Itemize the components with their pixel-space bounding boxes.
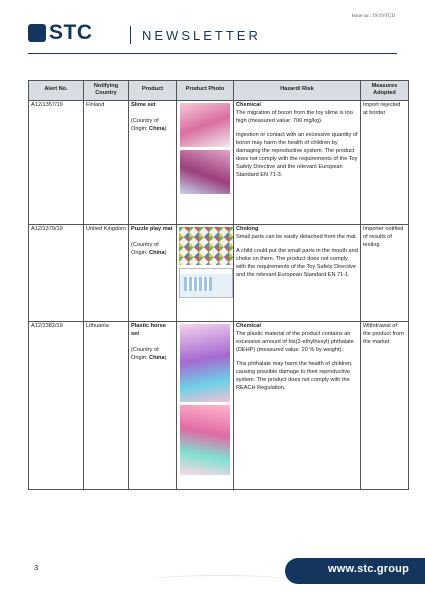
hazard-description: The plastic material of the product contains an excessive amount of bis(2-ethylhexyl) phthalate (DEHP) (measured value: 20 % by weight). [236,331,354,354]
product-photo [180,103,230,147]
product-name: Puzzle play mat [131,226,173,233]
product-name: Slime set [131,102,156,109]
product-photo [180,150,230,194]
product-photo [180,405,230,475]
product-photo [180,324,230,402]
footer-url-link[interactable]: www.stc.group [327,563,409,575]
col-header-notifying-country: Notifying Country [84,81,129,101]
product-name: Plastic horse set [131,323,166,338]
measures-adopted: Importer notified of results of testing [361,224,409,321]
hazard-cell [234,224,361,321]
hazard-cell [234,321,361,489]
product-photo [179,268,233,298]
notifying-country: United Kingdom [84,224,129,321]
hazard-consequence: Ingestion or contact with an excessive quantity of boron may harm the health of children by damaging the reproductive system. The product does not comply with the requirements of the Toy Safety Directive and the relevant European Standard EN 71-3. [236,132,358,178]
product-cell [129,224,177,321]
alerts-table [28,80,409,490]
col-header-alert-no: Alert No. [29,81,84,101]
table-row [29,100,409,224]
notifying-country: Lithuania [84,321,129,489]
page-number: 3 [34,563,39,572]
stc-logo-text: STC [49,21,93,44]
product-photo-cell [177,100,234,224]
table-header-row [29,81,409,101]
stc-logo [28,21,93,44]
header-rule [28,53,397,54]
origin-close: ) [164,355,167,362]
measures-adopted: Import rejected at border [361,100,409,224]
origin-label: (Country of Origin: [131,118,159,133]
notifying-country: Finland [84,100,129,224]
col-header-product: Product [129,81,177,101]
table-row [29,321,409,489]
measures-adopted: Withdrawal of the product from the market [361,321,409,489]
footer-decoration [150,575,290,585]
hazard-description: The migration of boron from the toy slime is too high (measured value: 700 mg/kg). [236,110,353,125]
alert-number: A12/1382/19 [29,321,84,489]
hazard-title: Choking [236,226,259,233]
hazard-consequence: A child could put the small parts in the mouth and choke on them. The product does not comply with the requirements of the Toy Safety Directive and the relevant European Standard EN 71-1. [236,248,358,279]
origin-close: ) [164,126,167,133]
origin-label: (Country of Origin: [131,242,159,257]
origin-value: China [149,355,165,362]
hazard-consequence: This phthalate may harm the health of children, causing possible damage to their reproductive system. The product does not comply with the REACH Regulation. [236,361,353,391]
header-separator [130,26,131,44]
table-row [29,224,409,321]
origin-value: China [149,126,165,133]
origin-value: China [149,250,165,257]
alert-number: A12/1379/19 [29,224,84,321]
product-photo-cell [177,224,234,321]
col-header-measures-adopted: Measures Adopted [361,81,409,101]
issue-number: Issue no.: 19/19/TCD [351,14,395,19]
origin-label: (Country of Origin: [131,347,159,362]
hazard-title: Chemical [236,102,261,109]
alert-number: A12/1357/19 [29,100,84,224]
product-cell [129,100,177,224]
col-header-product-photo: Product Photo [177,81,234,101]
stc-logo-mark-icon [28,24,46,42]
product-cell [129,321,177,489]
product-photo-cell [177,321,234,489]
product-photo [179,227,233,265]
hazard-cell [234,100,361,224]
origin-close: ) [164,250,167,257]
hazard-title: Chemical [236,323,261,330]
hazard-description: Small parts can be easily detached from the mat. [236,234,358,241]
col-header-hazard-risk: Hazard/ Risk [234,81,361,101]
newsletter-title: NEWSLETTER [142,28,261,43]
